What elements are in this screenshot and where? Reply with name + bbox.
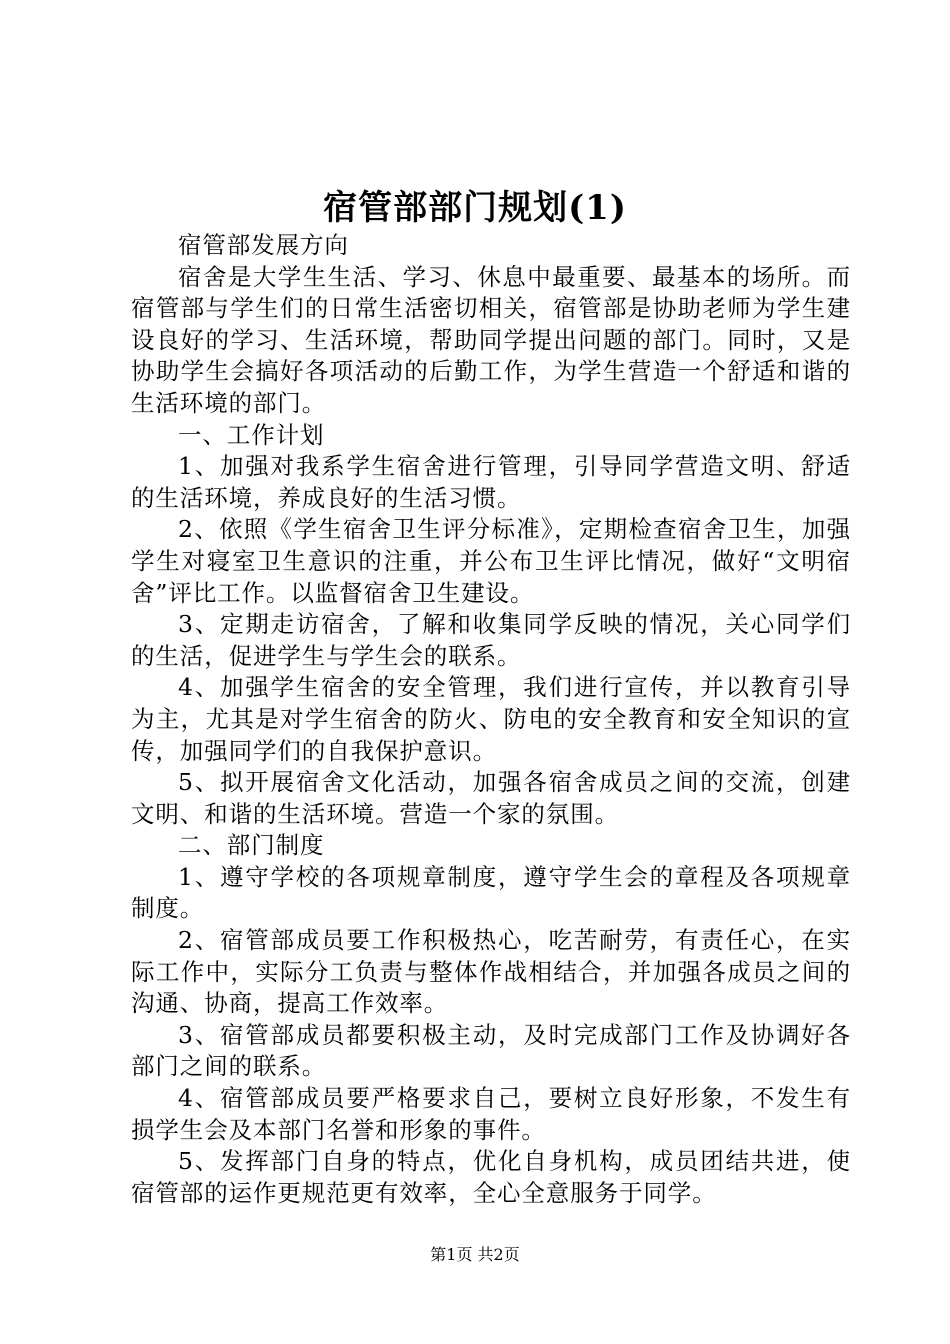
section-heading: 一、工作计划 — [178, 420, 325, 449]
section-heading: 宿管部发展方向 — [178, 231, 349, 259]
list-item: 3、宿管部成员都要积极主动，及时完成部门工作及协调好各部门之间的联系。 — [131, 1020, 851, 1081]
document-body — [131, 230, 851, 1209]
list-item: 1、加强对我系学生宿舍进行管理，引导同学营造文明、舒适的生活环境，养成良好的生活习惯。 — [131, 452, 851, 512]
list-item: 2、宿管部成员要工作积极热心，吃苦耐劳，有责任心，在实际工作中，实际分工负责与整体作战相结合，并加强各成员之间的沟通、协商，提高工作效率。 — [131, 926, 851, 1018]
list-item: 4、加强学生宿舍的安全管理，我们进行宣传，并以教育引导为主，尤其是对学生宿舍的防火、防电的安全教育和安全知识的宣传，加强同学们的自我保护意识。 — [131, 673, 851, 765]
list-item: 2、依照《学生宿舍卫生评分标准》，定期检查宿舍卫生，加强学生对寝室卫生意识的注重，并公布卫生评比情况，做好“文明宿舍”评比工作。以监督宿舍卫生建设。 — [131, 515, 851, 607]
list-item: 4、宿管部成员要严格要求自己，要树立良好形象，不发生有损学生会及本部门名誉和形象的事件。 — [131, 1084, 851, 1144]
paragraph: 宿舍是大学生生活、学习、休息中最重要、最基本的场所。而宿管部与学生们的日常生活密切相关，宿管部是协助老师为学生建设良好的学习、生活环境，帮助同学提出问题的部门。同时，又是协助学生会搞好各项活动的后勤工作，为学生营造一个舒适和谐的生活环境的部门。 — [131, 262, 851, 417]
section-heading: 二、部门制度 — [178, 831, 325, 860]
list-item: 1、遵守学校的各项规章制度，遵守学生会的章程及各项规章制度。 — [131, 862, 851, 923]
list-item: 3、定期走访宿舍，了解和收集同学反映的情况，关心同学们的生活，促进学生与学生会的联系。 — [131, 610, 851, 670]
list-item: 5、拟开展宿舍文化活动，加强各宿舍成员之间的交流，创建文明、和谐的生活环境。营造一个家的氛围。 — [131, 768, 851, 828]
document-title: 宿管部部门规划(1) — [323, 188, 627, 228]
page-footer: 第1页 共2页 — [430, 1245, 520, 1264]
list-item: 5、发挥部门自身的特点，优化自身机构，成员团结共进，使宿管部的运作更规范更有效率，全心全意服务于同学。 — [131, 1147, 851, 1207]
